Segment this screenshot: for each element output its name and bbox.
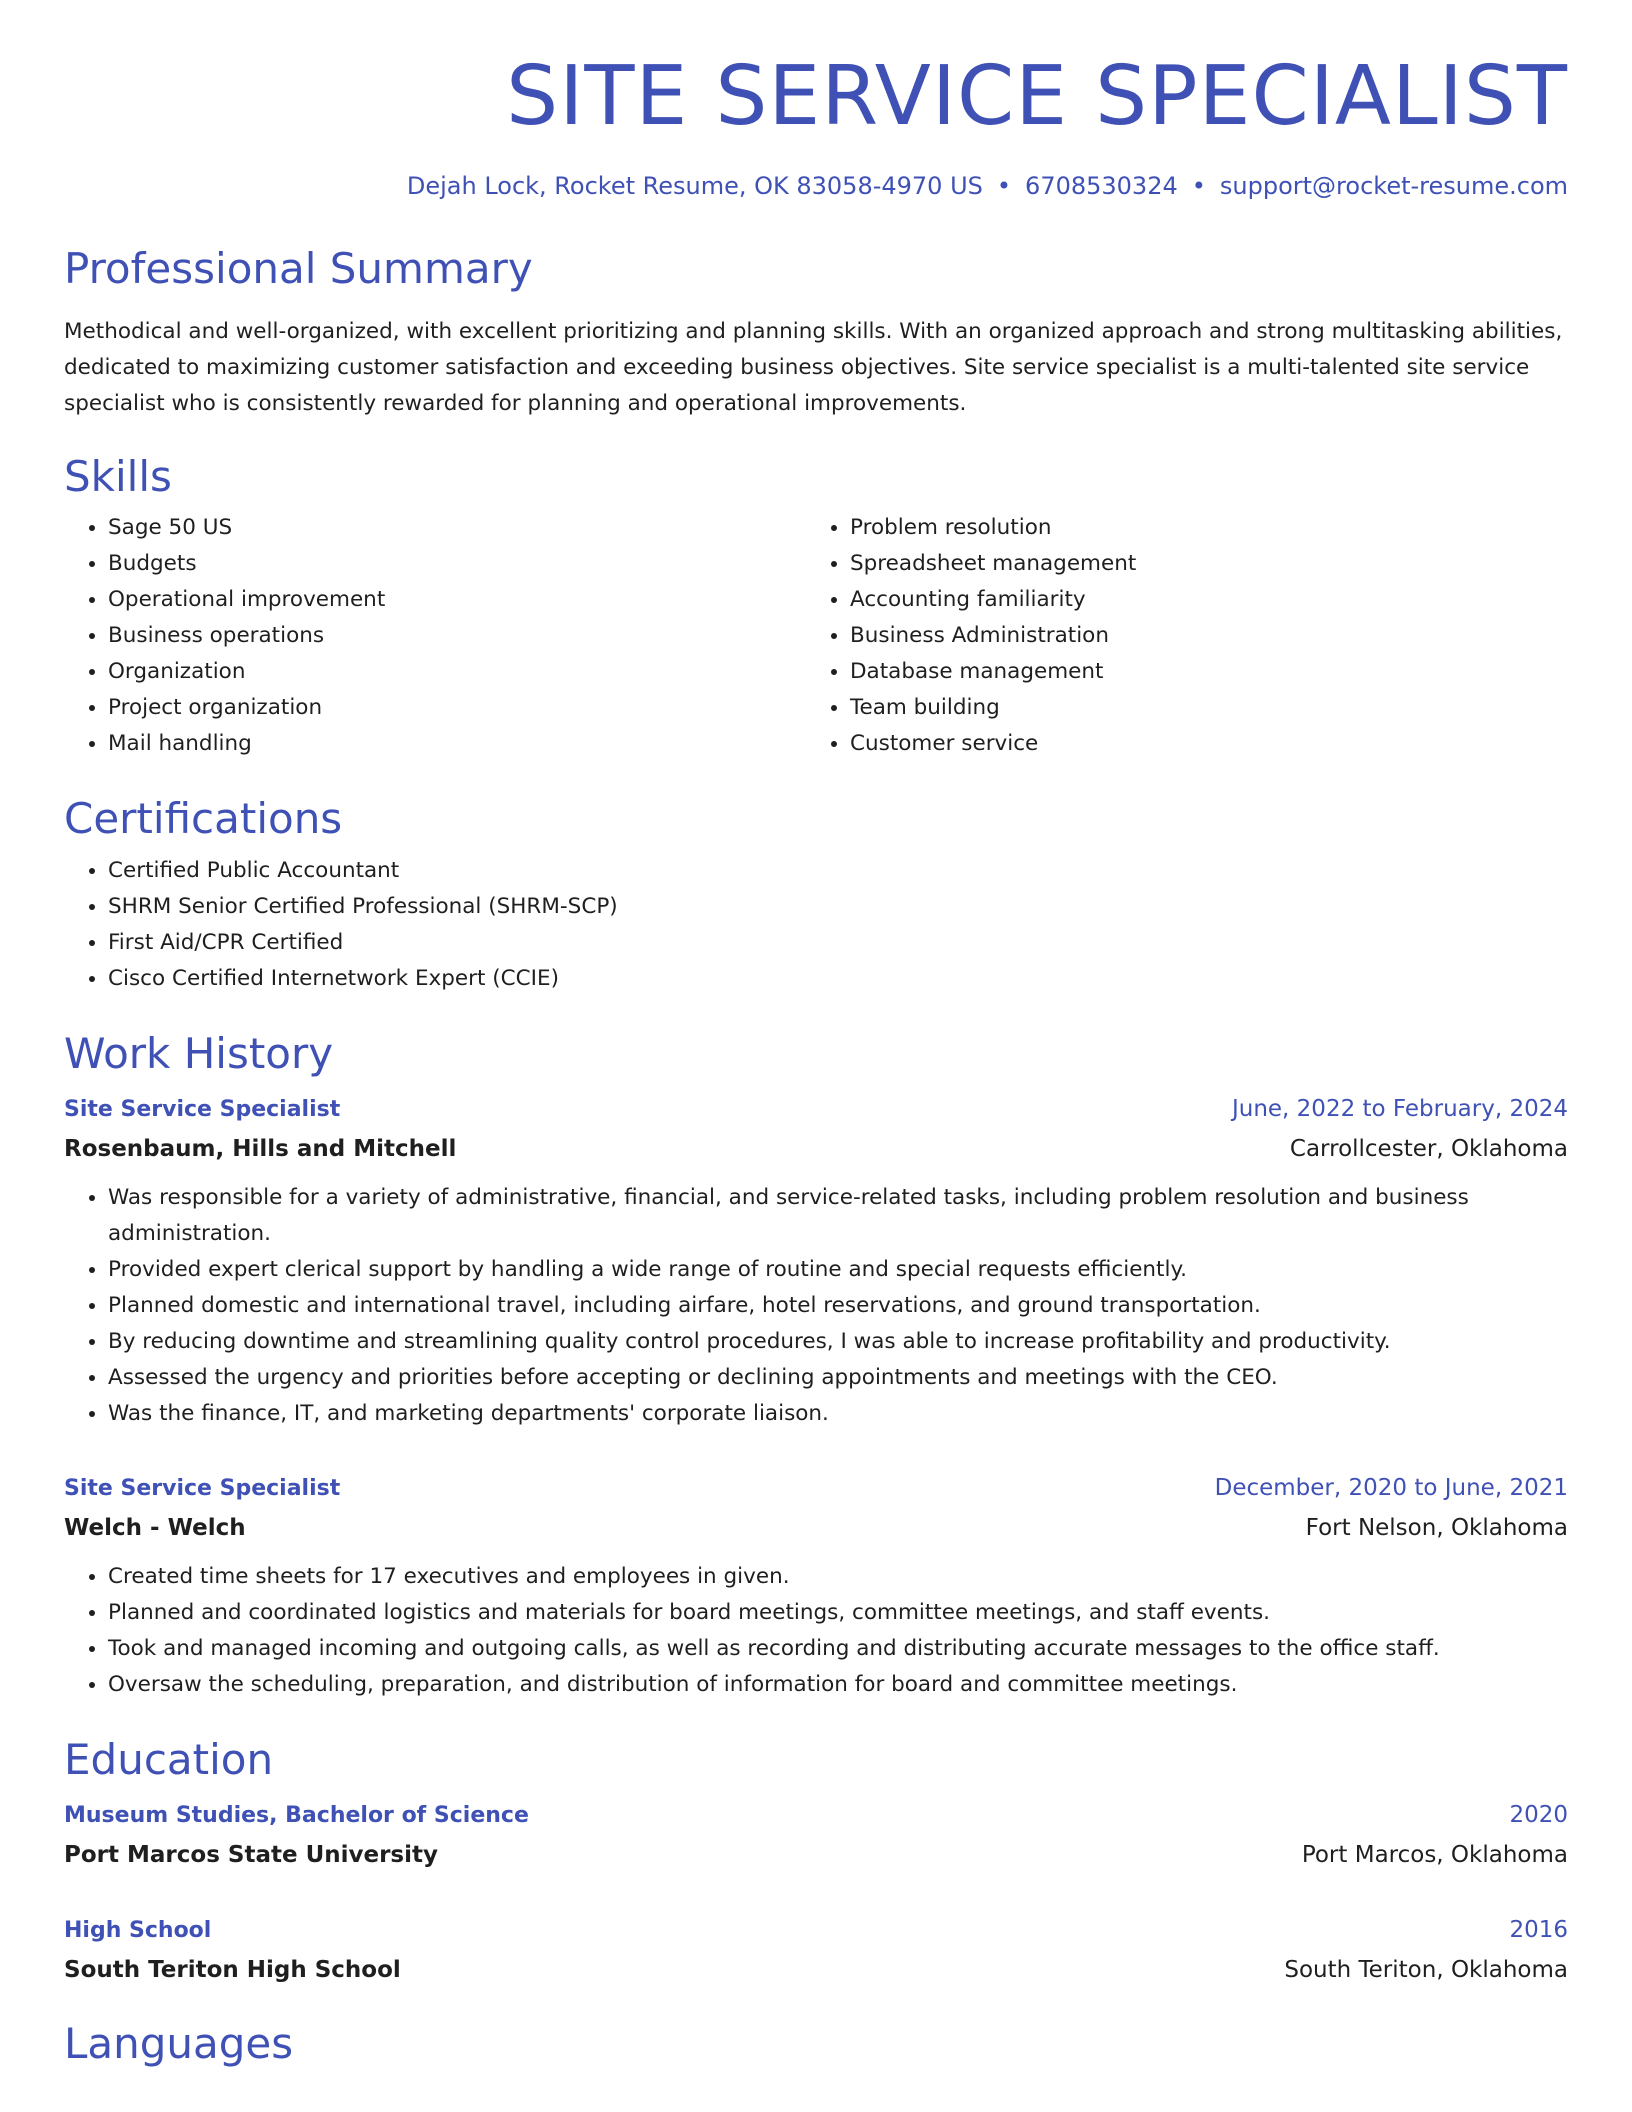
- job-bullet: • Created time sheets for 17 executives and employees in given.: [108, 1559, 1568, 1595]
- summary-text: Methodical and well-organized, with excellent prioritizing and planning skills. With an organized approach and strong multitasking abilities, dedicated to maximizing customer satisfaction and exceeding business objectives. Site service specialist is a multi-talented site service specialist who is consistently rewarded for planning and operational improvements.: [64, 319, 1563, 417]
- contact-line: [64, 172, 1568, 200]
- contact-email: support@rocket-resume.com: [1219, 172, 1568, 201]
- job-company: Welch - Welch: [64, 1514, 246, 1541]
- education-entry: [64, 1797, 1568, 1876]
- certifications-list: [64, 853, 1568, 997]
- contact-phone: 6708530324: [1025, 172, 1178, 201]
- work-history-section: [64, 1028, 1568, 1703]
- job-bullet: • Took and managed incoming and outgoing calls, as well as recording and distributing accurate messages to the office staff.: [108, 1631, 1568, 1667]
- job-bullets: [64, 1180, 1568, 1432]
- languages-heading: Languages: [64, 2019, 294, 2069]
- skill-item: • Business Administration: [850, 618, 1568, 654]
- education-year: 2020: [1509, 1802, 1568, 1829]
- skill-item: • Business operations: [108, 618, 806, 654]
- skills-list-left: [64, 510, 806, 762]
- contact-address: Dejah Lock, Rocket Resume, OK 83058-4970 US: [406, 172, 983, 201]
- certification-item: • Cisco Certified Internetwork Expert (CCIE): [108, 961, 1568, 997]
- skills-heading: Skills: [64, 452, 172, 502]
- job-bullet: • Oversaw the scheduling, preparation, and distribution of information for board and committee meetings.: [108, 1667, 1568, 1703]
- job-location: Carrollcester, Oklahoma: [1289, 1135, 1568, 1162]
- certifications-heading: Certifications: [64, 794, 343, 844]
- resume-title: SITE SERVICE SPECIALIST: [506, 49, 1568, 144]
- education-school-row: [64, 1834, 1568, 1876]
- education-header-row: [64, 1912, 1568, 1949]
- summary-heading: Professional Summary: [64, 244, 533, 294]
- summary-section: [64, 246, 1568, 422]
- education-degree: Museum Studies, Bachelor of Science: [64, 1803, 529, 1829]
- certification-item: • First Aid/CPR Certified: [108, 925, 1568, 961]
- job-title: Site Service Specialist: [64, 1475, 341, 1501]
- skill-item: • Budgets: [108, 546, 806, 582]
- education-location: South Teriton, Oklahoma: [1284, 1957, 1568, 1984]
- job-bullet: • Planned and coordinated logistics and materials for board meetings, committee meetings, and staff events.: [108, 1595, 1568, 1631]
- job-entry: [64, 1470, 1568, 1703]
- certification-item: • SHRM Senior Certified Professional (SHRM-SCP): [108, 889, 1568, 925]
- job-bullet: • Planned domestic and international travel, including airfare, hotel reservations, and ground transportation.: [108, 1288, 1568, 1324]
- job-bullet: • Was the finance, IT, and marketing departments' corporate liaison.: [108, 1396, 1568, 1432]
- skill-item: • Sage 50 US: [108, 510, 806, 546]
- contact-separator: •: [1191, 172, 1206, 201]
- education-school: Port Marcos State University: [64, 1842, 438, 1869]
- education-heading: Education: [64, 1734, 274, 1784]
- education-entry: [64, 1912, 1568, 1991]
- education-school: South Teriton High School: [64, 1957, 401, 1984]
- job-company: Rosenbaum, Hills and Mitchell: [64, 1135, 457, 1162]
- skill-item: • Project organization: [108, 690, 806, 726]
- job-bullets: [64, 1559, 1568, 1703]
- skill-item: • Organization: [108, 654, 806, 690]
- skill-item: • Mail handling: [108, 726, 806, 762]
- job-header-row: [64, 1470, 1568, 1507]
- skill-item: • Team building: [850, 690, 1568, 726]
- skills-list-right: [806, 510, 1568, 762]
- job-location: Fort Nelson, Oklahoma: [1305, 1514, 1568, 1541]
- skill-item: • Spreadsheet management: [850, 546, 1568, 582]
- certification-item: • Certified Public Accountant: [108, 853, 1568, 889]
- job-company-row: [64, 1128, 1568, 1170]
- job-bullet: • Provided expert clerical support by handling a wide range of routine and special requests efficiently.: [108, 1252, 1568, 1288]
- job-bullet: • Assessed the urgency and priorities before accepting or declining appointments and meetings with the CEO.: [108, 1360, 1568, 1396]
- contact-separator: •: [996, 172, 1012, 201]
- education-year: 2016: [1509, 1917, 1568, 1944]
- skills-section: [64, 454, 1568, 762]
- job-company-row: [64, 1507, 1568, 1549]
- job-bullet: • Was responsible for a variety of administrative, financial, and service-related tasks, including problem resolution and business administration.: [108, 1180, 1568, 1252]
- skill-item: • Operational improvement: [108, 582, 806, 618]
- job-header-row: [64, 1091, 1568, 1128]
- skills-grid: [64, 510, 1568, 762]
- job-bullet: • By reducing downtime and streamlining quality control procedures, I was able to increase profitability and productivity.: [108, 1324, 1568, 1360]
- education-degree: High School: [64, 1918, 212, 1944]
- skill-item: • Problem resolution: [850, 510, 1568, 546]
- education-header-row: [64, 1797, 1568, 1834]
- certifications-section: [64, 796, 1568, 996]
- skill-item: • Accounting familiarity: [850, 582, 1568, 618]
- job-dates: June, 2022 to February, 2024: [1231, 1095, 1568, 1122]
- skill-item: • Database management: [850, 654, 1568, 690]
- languages-section: [64, 2021, 1568, 2067]
- job-entry: [64, 1091, 1568, 1432]
- education-location: Port Marcos, Oklahoma: [1301, 1842, 1568, 1869]
- education-school-row: [64, 1949, 1568, 1991]
- education-section: [64, 1734, 1568, 1991]
- resume-header: [64, 49, 1568, 201]
- job-dates: December, 2020 to June, 2021: [1214, 1474, 1568, 1501]
- work-history-heading: Work History: [64, 1028, 334, 1078]
- skill-item: • Customer service: [850, 726, 1568, 762]
- job-title: Site Service Specialist: [64, 1096, 341, 1122]
